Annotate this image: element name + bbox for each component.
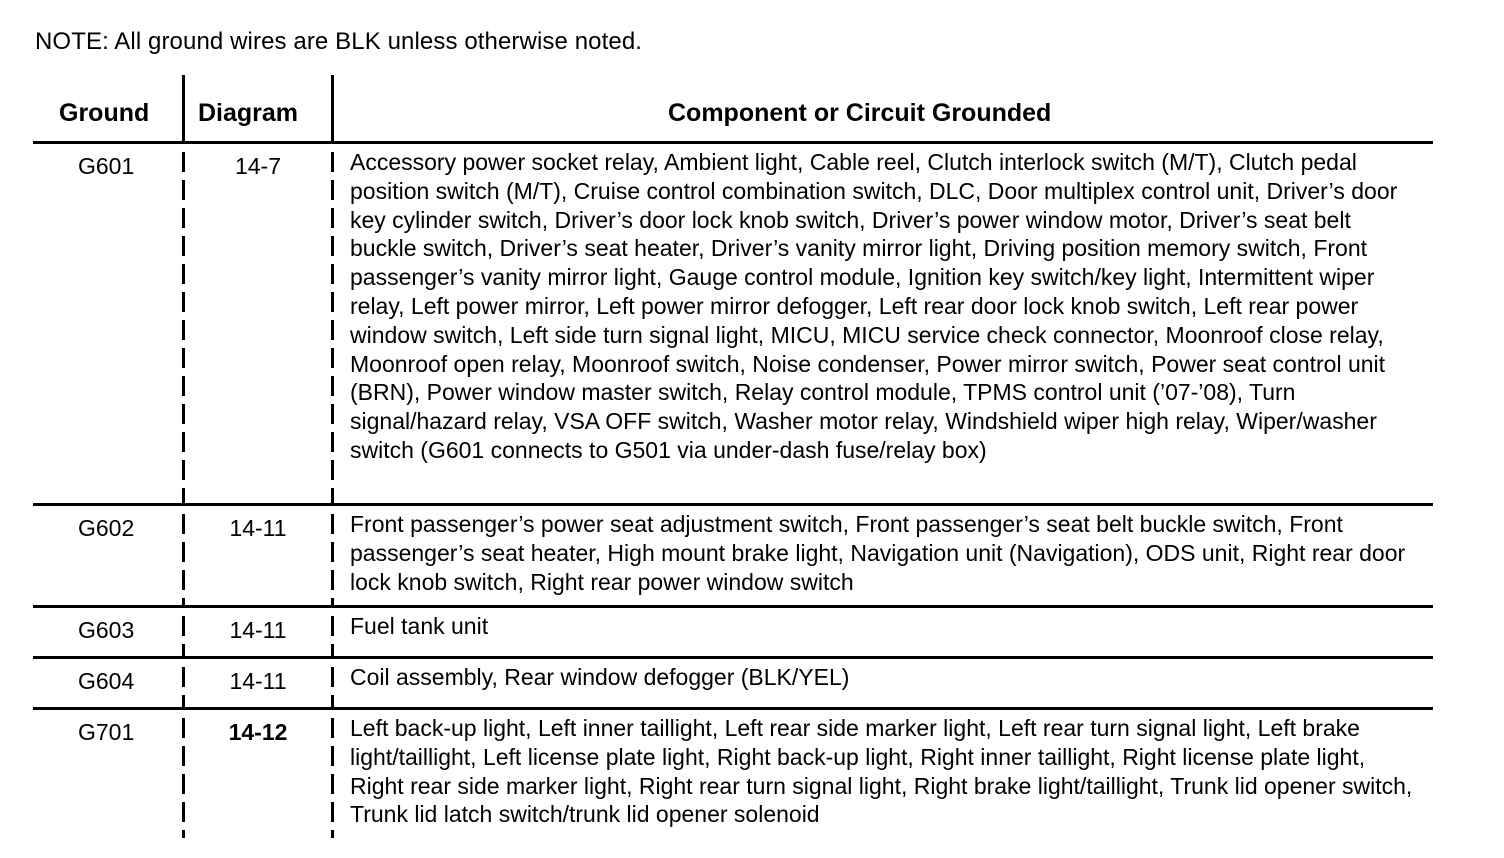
diagram-cell: 14-7: [234, 153, 282, 179]
table-row: [33, 608, 1433, 659]
component-cell: Accessory power socket relay, Ambient light, Cable reel, Clutch interlock switch (M/T), Clutch pedal position switch (M/T), Cruise control combination switch, DLC, Door multiplex control unit, Driver’s door key cylinder switch, Driver’s door lock knob switch, Driver’s power window motor, Driver’s seat belt buckle switch, Driver’s seat heater, Driver’s vanity mirror light, Driving position memory switch, Front passenger’s vanity mirror light, Gauge control module, Ignition key switch/key light, Intermittent wiper relay, Left power mirror, Left power mirror defogger, Left rear door lock knob switch, Left rear power window switch, Left side turn signal light, MICU, MICU service check connector, Moonroof close relay, Moonroof open relay, Moonroof switch, Noise condenser, Power mirror switch, Power seat control unit (BRN), Power window master switch, Relay control module, TPMS control unit (’07-’08), Turn signal/hazard relay, VSA OFF switch, Washer motor relay, Windshield wiper high relay, Wiper/washer switch (G601 connects to G501 via under-dash fuse/relay box): [350, 149, 1398, 463]
table-row: [33, 659, 1433, 710]
dashed-divider: [182, 152, 185, 503]
component-cell: Fuel tank unit: [350, 613, 489, 639]
table-header: [33, 75, 1433, 144]
component-cell: Front passenger’s power seat adjustment switch, Front passenger’s seat belt buckle switch, Front passenger’s seat heater, High mount brake light, Navigation unit (Navigation), ODS unit, Right rear door lock knob switch, Right rear power window switch: [350, 511, 1406, 595]
header-component: Component or Circuit Grounded: [668, 99, 1052, 127]
dashed-divider: [331, 616, 334, 656]
dashed-divider: [331, 514, 334, 605]
ground-cell: G604: [78, 668, 135, 694]
dashed-divider: [331, 152, 334, 503]
component-cell: Left back-up light, Left inner taillight, Left rear side marker light, Left rear turn signal light, Left brake light/taillight, Left license plate light, Right back-up light, Right inner taillight, Right license plate light, Right rear side marker light, Right rear turn signal light, Right brake light/taillight, Trunk lid opener switch, Trunk lid latch switch/trunk lid opener solenoid: [350, 715, 1413, 828]
dashed-divider: [331, 667, 334, 707]
header-divider: [182, 75, 185, 141]
ground-cell: G603: [78, 617, 135, 643]
table-row: [33, 710, 1433, 838]
table-row: [33, 506, 1433, 608]
ground-cell: G701: [78, 719, 135, 745]
diagram-cell: 14-11: [229, 617, 287, 643]
dashed-divider: [331, 718, 334, 838]
ground-table: [33, 75, 1433, 838]
header-diagram: Diagram: [198, 99, 299, 127]
component-cell: Coil assembly, Rear window defogger (BLK/YEL): [350, 664, 850, 690]
table-row: [33, 144, 1433, 506]
diagram-cell: 14-11: [229, 515, 287, 541]
header-divider: [331, 75, 334, 141]
diagram-cell: 14-11: [229, 668, 287, 694]
ground-cell: G602: [78, 515, 135, 541]
header-ground: Ground: [59, 99, 150, 127]
diagram-cell: 14-12: [228, 719, 288, 745]
note-text: NOTE: All ground wires are BLK unless otherwise noted.: [35, 28, 643, 55]
ground-cell: G601: [78, 153, 135, 179]
